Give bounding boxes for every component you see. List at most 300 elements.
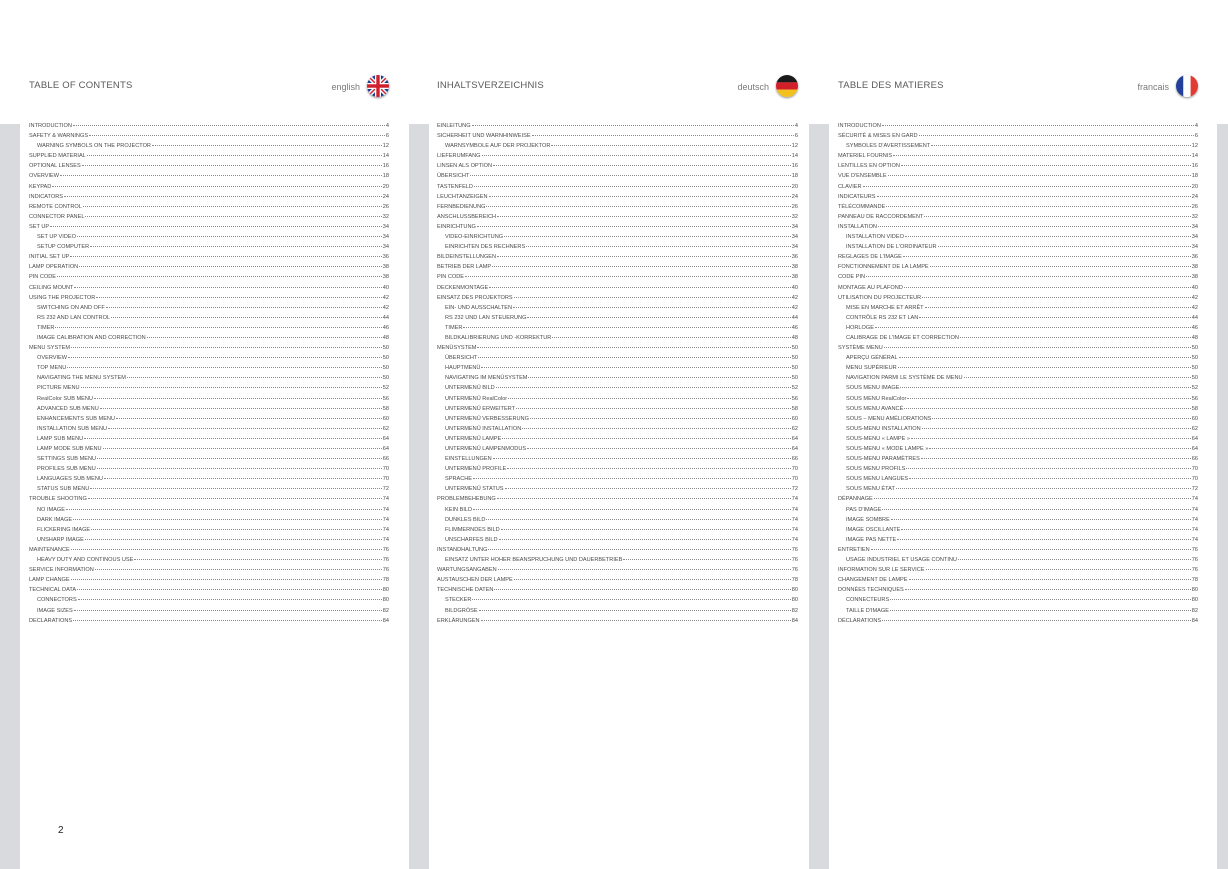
toc-entry-title: RealColor SUB MENU bbox=[37, 395, 93, 402]
toc-entry bbox=[838, 343, 1198, 353]
toc-entry-title: CONTRÔLE RS 232 ET LAN bbox=[846, 314, 919, 321]
toc-entry-page: 50 bbox=[1191, 365, 1198, 372]
right-margin-band bbox=[1217, 124, 1228, 869]
dot-leader bbox=[522, 424, 791, 429]
toc-entry-page: 74 bbox=[1191, 536, 1198, 543]
dot-leader bbox=[906, 464, 1190, 469]
toc-entry-title: DECLARATIONS bbox=[29, 617, 73, 624]
dot-leader bbox=[77, 585, 382, 590]
dot-leader bbox=[96, 293, 381, 298]
toc-entry bbox=[29, 222, 389, 232]
toc-entry bbox=[29, 525, 389, 535]
toc-entry bbox=[437, 333, 798, 343]
toc-entry-page: 80 bbox=[382, 597, 389, 604]
toc-entry-page: 72 bbox=[791, 486, 798, 493]
toc-entry-page: 56 bbox=[382, 395, 389, 402]
toc-entry bbox=[29, 303, 389, 313]
toc-entry bbox=[437, 161, 798, 171]
dot-leader bbox=[477, 343, 790, 348]
toc-entry bbox=[437, 343, 798, 353]
toc-entry-title: OVERVIEW bbox=[29, 173, 60, 180]
toc-entry-page: 76 bbox=[1191, 557, 1198, 564]
toc-entry-page: 64 bbox=[382, 435, 389, 442]
toc-entry-title: CONNECTOR PANEL bbox=[29, 213, 85, 220]
toc-entry bbox=[838, 505, 1198, 515]
dot-leader bbox=[85, 212, 381, 217]
toc-entry-page: 18 bbox=[1191, 173, 1198, 180]
dot-leader bbox=[493, 454, 791, 459]
toc-entry-page: 72 bbox=[1191, 486, 1198, 493]
dot-leader bbox=[909, 474, 1191, 479]
toc-entry-page: 64 bbox=[1191, 435, 1198, 442]
dot-leader bbox=[50, 222, 382, 227]
dot-leader bbox=[498, 565, 791, 570]
toc-entry-page: 50 bbox=[382, 345, 389, 352]
dot-leader bbox=[508, 394, 791, 399]
toc-entry-title: PANNEAU DE RACCORDEMENT bbox=[838, 213, 924, 220]
toc-entry-title: FONCTIONNEMENT DE LA LAMPE bbox=[838, 264, 929, 271]
toc-entry-title: REMOTE CONTROL bbox=[29, 203, 82, 210]
toc-entry-title: CEILING MOUNT bbox=[29, 284, 74, 291]
toc-entry-page: 74 bbox=[382, 496, 389, 503]
toc-entry-title: HORLOGE bbox=[846, 324, 874, 331]
toc-entry-page: 82 bbox=[382, 607, 389, 614]
toc-entry-title: UNTERMENÜ LAMPE bbox=[445, 435, 502, 442]
toc-entry-title: SOUS-MENU PARAMÈTRES bbox=[846, 456, 920, 463]
toc-entry bbox=[838, 192, 1198, 202]
toc-entry-page: 26 bbox=[382, 203, 389, 210]
toc-entry bbox=[437, 141, 798, 151]
dot-leader bbox=[478, 353, 790, 358]
toc-entry-page: 50 bbox=[382, 365, 389, 372]
dot-leader bbox=[499, 535, 791, 540]
toc-entry bbox=[838, 161, 1198, 171]
dot-leader bbox=[103, 444, 382, 449]
toc-entry-page: 16 bbox=[1191, 163, 1198, 170]
dot-leader bbox=[64, 192, 382, 197]
toc-entry-page: 52 bbox=[1191, 385, 1198, 392]
toc-entry-page: 58 bbox=[382, 405, 389, 412]
dot-leader bbox=[497, 212, 791, 217]
dot-leader bbox=[907, 394, 1190, 399]
column-title: INHALTSVERZEICHNIS bbox=[437, 80, 544, 91]
toc-entry-title: LAMP CHANGE bbox=[29, 577, 70, 584]
toc-entry-title: PIN CODE bbox=[29, 274, 57, 281]
toc-entry-title: CODE PIN bbox=[838, 274, 866, 281]
toc-entry-title: SET UP VIDEO bbox=[37, 234, 76, 241]
dot-leader bbox=[896, 484, 1191, 489]
toc-entry-title: INDICATEURS bbox=[838, 193, 876, 200]
toc-entry-title: MAINTENANCE bbox=[29, 546, 70, 553]
toc-entry-page: 46 bbox=[382, 324, 389, 331]
toc-entry-title: EINSTELLUNGEN bbox=[445, 456, 492, 463]
toc-entry-title: LIEFERUMFANG bbox=[437, 153, 481, 160]
toc-entry bbox=[437, 192, 798, 202]
dot-leader bbox=[78, 595, 382, 600]
toc-entry bbox=[838, 283, 1198, 293]
toc-entry bbox=[29, 505, 389, 515]
toc-entry-title: SOUS MENU AVANCÉ bbox=[846, 405, 904, 412]
toc-entry bbox=[437, 323, 798, 333]
dot-leader bbox=[551, 141, 790, 146]
toc-entry-page: 76 bbox=[791, 546, 798, 553]
toc-entry-title: IMAGE CALIBRATION AND CORRECTION bbox=[37, 334, 146, 341]
dot-leader bbox=[488, 545, 790, 550]
dot-leader bbox=[929, 444, 1190, 449]
toc-entry bbox=[437, 272, 798, 282]
toc-entry-page: 32 bbox=[1191, 213, 1198, 220]
toc-entry-title: SET UP bbox=[29, 223, 50, 230]
dot-leader bbox=[514, 575, 791, 580]
toc-entry-title: UNTERMENÜ BILD bbox=[445, 385, 495, 392]
dot-leader bbox=[893, 151, 1191, 156]
toc-entry-page: 64 bbox=[382, 446, 389, 452]
dot-leader bbox=[526, 242, 791, 247]
dot-leader bbox=[73, 121, 385, 126]
dot-leader bbox=[932, 414, 1190, 419]
toc-entry-title: SWITCHING ON AND OFF bbox=[37, 304, 105, 311]
dot-leader bbox=[497, 252, 791, 257]
toc-entry-title: UNTERMENÜ INSTALLATION bbox=[445, 425, 522, 432]
toc-entry-title: TOP MENU bbox=[37, 365, 67, 372]
toc-entry bbox=[29, 323, 389, 333]
dot-leader bbox=[919, 313, 1190, 318]
toc-entry-page: 84 bbox=[382, 617, 389, 624]
toc-entry-page: 42 bbox=[382, 304, 389, 311]
toc-entry bbox=[29, 394, 389, 404]
toc-entry bbox=[838, 151, 1198, 161]
toc-entry-page: 50 bbox=[1191, 355, 1198, 362]
toc-entry-title: KEIN BILD bbox=[445, 506, 473, 513]
dot-leader bbox=[465, 272, 791, 277]
column-header bbox=[437, 74, 798, 100]
language-label: francais bbox=[1137, 82, 1169, 92]
toc-entry-page: 62 bbox=[1191, 425, 1198, 432]
dot-leader bbox=[926, 565, 1191, 570]
toc-entry bbox=[29, 182, 389, 192]
dot-leader bbox=[481, 616, 791, 621]
toc-entry-title: AUSTAUSCHEN DER LAMPE bbox=[437, 577, 513, 584]
toc-entry-title: SOUS MENU ÉTAT bbox=[846, 486, 895, 493]
dot-leader bbox=[68, 353, 382, 358]
toc-entry-page: 34 bbox=[1191, 234, 1198, 241]
toc-entry-title: INITIAL SET UP bbox=[29, 254, 70, 261]
toc-entry-title: SPRACHE bbox=[445, 476, 473, 483]
toc-entry-title: CALIBRAGE DE L'IMAGE ET CORRECTION bbox=[846, 334, 959, 341]
toc-entry bbox=[437, 202, 798, 212]
dot-leader bbox=[73, 616, 382, 621]
toc-entry-page: 34 bbox=[791, 234, 798, 241]
toc-entry-page: 74 bbox=[1191, 526, 1198, 533]
toc-entry bbox=[437, 283, 798, 293]
toc-entry bbox=[838, 565, 1198, 575]
toc-entry-title: SOUS-MENU INSTALLATION bbox=[846, 425, 921, 432]
toc-entry bbox=[838, 363, 1198, 373]
toc-entry bbox=[838, 555, 1198, 565]
toc-entry-page: 42 bbox=[1191, 304, 1198, 311]
dot-leader bbox=[83, 202, 382, 207]
toc-entry bbox=[437, 404, 798, 414]
toc-entry-page: 4 bbox=[1194, 123, 1198, 129]
dot-leader bbox=[71, 545, 382, 550]
toc-entry bbox=[838, 323, 1198, 333]
toc-entry-page: 74 bbox=[1191, 506, 1198, 513]
toc-entry-title: OVERVIEW bbox=[37, 355, 68, 362]
toc-entry bbox=[838, 494, 1198, 504]
toc-entry-title: HAUPTMENÜ bbox=[445, 365, 481, 372]
toc-entry-page: 70 bbox=[1191, 476, 1198, 483]
toc-entry-page: 64 bbox=[791, 435, 798, 442]
toc-entry-title: ÜBERSICHT bbox=[437, 173, 470, 180]
toc-entry-title: FLICKERING IMAGE bbox=[37, 526, 91, 533]
toc-entry bbox=[437, 535, 798, 545]
toc-entry bbox=[29, 283, 389, 293]
toc-entry bbox=[838, 171, 1198, 181]
toc-entry-title: WARNING SYMBOLS ON THE PROJECTOR bbox=[37, 143, 151, 150]
toc-entry-page: 18 bbox=[791, 173, 798, 180]
toc-entry-page: 74 bbox=[382, 526, 389, 533]
dot-leader bbox=[473, 474, 791, 479]
toc-entry bbox=[838, 434, 1198, 444]
dot-leader bbox=[905, 232, 1191, 237]
toc-entry bbox=[29, 535, 389, 545]
dot-leader bbox=[909, 575, 1191, 580]
dot-leader bbox=[66, 505, 382, 510]
toc-entry bbox=[29, 343, 389, 353]
toc-entry-title: WARNSYMBOLE AUF DER PROJEKTOR bbox=[445, 143, 551, 150]
toc-entry bbox=[838, 222, 1198, 232]
toc-column-french bbox=[838, 0, 1198, 869]
dot-leader bbox=[89, 131, 385, 136]
toc-entry-page: 70 bbox=[1191, 466, 1198, 473]
toc-entry-title: NO IMAGE bbox=[37, 506, 65, 513]
toc-entry bbox=[437, 464, 798, 474]
toc-entry-page: 84 bbox=[791, 617, 798, 624]
toc-entry-title: LEUCHTANZEIGEN bbox=[437, 193, 488, 200]
toc-entry-title: MONTAGE AU PLAFOND bbox=[838, 284, 903, 291]
toc-entry-page: 4 bbox=[385, 123, 389, 129]
toc-entry bbox=[29, 434, 389, 444]
dot-leader bbox=[97, 454, 382, 459]
toc-entry-page: 82 bbox=[791, 607, 798, 614]
toc-entry-title: VIDEO-EINRICHTUNG bbox=[445, 234, 504, 241]
dot-leader bbox=[87, 151, 382, 156]
toc-entry-title: UNSCHARFES BILD bbox=[445, 536, 498, 543]
toc-entry-page: 78 bbox=[791, 577, 798, 584]
toc-entry-page: 72 bbox=[382, 486, 389, 493]
dot-leader bbox=[904, 404, 1190, 409]
toc-entry-page: 38 bbox=[791, 264, 798, 271]
dot-leader bbox=[871, 545, 1191, 550]
toc-entry bbox=[437, 494, 798, 504]
toc-entry-page: 20 bbox=[382, 183, 389, 190]
toc-entry-title: DECKENMONTAGE bbox=[437, 284, 489, 291]
dot-leader bbox=[514, 293, 791, 298]
toc-entry-title: EIN- UND AUSSCHALTEN bbox=[445, 304, 513, 311]
dot-leader bbox=[898, 363, 1191, 368]
toc-entry-title: LAMP MODE SUB MENU bbox=[37, 446, 102, 452]
toc-entry bbox=[437, 414, 798, 424]
toc-entry bbox=[838, 575, 1198, 585]
toc-entry bbox=[838, 404, 1198, 414]
dot-leader bbox=[57, 272, 382, 277]
toc-entry-page: 58 bbox=[1191, 405, 1198, 412]
toc-entry-page: 34 bbox=[382, 223, 389, 230]
dot-leader bbox=[55, 323, 381, 328]
toc-entry bbox=[838, 616, 1198, 626]
toc-entry bbox=[838, 303, 1198, 313]
toc-entry-title: LAMP OPERATION bbox=[29, 264, 79, 271]
toc-entry-page: 40 bbox=[382, 284, 389, 291]
toc-entry bbox=[437, 515, 798, 525]
toc-entry bbox=[838, 525, 1198, 535]
toc-entry-page: 80 bbox=[382, 587, 389, 594]
toc-entry-page: 24 bbox=[791, 193, 798, 200]
toc-entry-page: 60 bbox=[791, 415, 798, 422]
dot-leader bbox=[900, 383, 1190, 388]
dot-leader bbox=[904, 283, 1191, 288]
dot-leader bbox=[922, 293, 1191, 298]
dot-leader bbox=[88, 494, 382, 499]
toc-entry-title: LAMP SUB MENU bbox=[37, 435, 84, 442]
toc-entry-title: VUE D'ENSEMBLE bbox=[838, 173, 887, 180]
dot-leader bbox=[108, 424, 382, 429]
toc-entry-page: 76 bbox=[382, 567, 389, 574]
toc-entry bbox=[29, 171, 389, 181]
dot-leader bbox=[111, 313, 382, 318]
toc-entry-title: SETUP COMPUTER bbox=[37, 244, 90, 251]
toc-entry bbox=[838, 272, 1198, 282]
toc-entry-title: OPTIONAL LENSES bbox=[29, 163, 81, 170]
toc-entry bbox=[29, 414, 389, 424]
dot-leader bbox=[924, 212, 1190, 217]
dot-leader bbox=[528, 373, 790, 378]
toc-entry-title: INSTALLATION SUB MENU bbox=[37, 425, 108, 432]
toc-entry-page: 18 bbox=[382, 173, 389, 180]
column-header bbox=[838, 74, 1198, 100]
toc-entry-title: CONNECTORS bbox=[37, 597, 77, 604]
toc-entry-page: 76 bbox=[791, 567, 798, 574]
toc-entry-title: SICHERHEIT UND WARNHINWEISE bbox=[437, 133, 531, 140]
toc-entry bbox=[437, 363, 798, 373]
toc-entry bbox=[437, 545, 798, 555]
dot-leader bbox=[964, 373, 1191, 378]
toc-entry bbox=[838, 141, 1198, 151]
toc-entry-title: INTRODUCTION bbox=[838, 123, 881, 129]
toc-entry bbox=[437, 242, 798, 252]
toc-entry-page: 38 bbox=[791, 274, 798, 281]
dot-leader bbox=[481, 363, 790, 368]
toc-entry-page: 14 bbox=[1191, 153, 1198, 160]
toc-entry-page: 78 bbox=[1191, 577, 1198, 584]
toc-entry-title: INSTALLATION bbox=[838, 223, 877, 230]
toc-entry-page: 6 bbox=[794, 133, 798, 140]
dot-leader bbox=[71, 343, 382, 348]
toc-entry-title: STECKER bbox=[445, 597, 472, 604]
dot-leader bbox=[938, 242, 1191, 247]
toc-entry bbox=[437, 474, 798, 484]
toc-entry bbox=[437, 293, 798, 303]
toc-entry-page: 50 bbox=[791, 365, 798, 372]
dot-leader bbox=[85, 535, 382, 540]
toc-entry bbox=[29, 151, 389, 161]
dot-leader bbox=[882, 616, 1191, 621]
toc-entry-title: WARTUNGSANGABEN bbox=[437, 567, 497, 574]
toc-entry-title: BILDKALIBRIERUNG UND -KORREKTUR bbox=[445, 334, 552, 341]
dot-leader bbox=[60, 171, 382, 176]
toc-entry-title: KEYPAD bbox=[29, 183, 52, 190]
column-header bbox=[29, 74, 389, 100]
toc-entry-title: SETTINGS SUB MENU bbox=[37, 456, 97, 463]
toc-entry-page: 34 bbox=[1191, 223, 1198, 230]
toc-entry-page: 66 bbox=[382, 456, 389, 463]
toc-entry bbox=[437, 171, 798, 181]
toc-entry bbox=[838, 252, 1198, 262]
toc-entry-page: 60 bbox=[1191, 415, 1198, 422]
dot-leader bbox=[134, 555, 381, 560]
toc-entry-page: 26 bbox=[1191, 203, 1198, 210]
toc-entry-title: TECHNISCHE DATEN bbox=[437, 587, 494, 594]
dot-leader bbox=[77, 232, 382, 237]
toc-entry bbox=[437, 595, 798, 605]
toc-entry-title: RS 232 AND LAN CONTROL bbox=[37, 314, 111, 321]
toc-entry bbox=[838, 606, 1198, 616]
dot-leader bbox=[472, 121, 794, 126]
toc-entry-page: 50 bbox=[382, 355, 389, 362]
toc-entry bbox=[437, 212, 798, 222]
toc-entry-page: 74 bbox=[791, 506, 798, 513]
dot-leader bbox=[931, 141, 1191, 146]
toc-entry bbox=[838, 585, 1198, 595]
toc-entry-title: REGLAGES DE L'IMAGE bbox=[838, 254, 902, 261]
toc-entry-page: 36 bbox=[1191, 254, 1198, 261]
toc-entry-page: 70 bbox=[382, 466, 389, 473]
toc-entry-title: PAS D'IMAGE bbox=[846, 506, 882, 513]
toc-entry-title: IMAGE PAS NETTE bbox=[846, 536, 897, 543]
toc-entry-title: ENTRETIEN bbox=[838, 546, 870, 553]
toc-entry bbox=[838, 262, 1198, 272]
toc-entry bbox=[29, 484, 389, 494]
toc-entry-title: BETRIEB DER LAMP bbox=[437, 264, 492, 271]
dot-leader bbox=[505, 484, 791, 489]
toc-entry-page: 38 bbox=[1191, 264, 1198, 271]
dot-leader bbox=[930, 262, 1191, 267]
toc-entry bbox=[29, 464, 389, 474]
toc-entry bbox=[29, 161, 389, 171]
toc-entry bbox=[838, 394, 1198, 404]
toc-entry-page: 44 bbox=[791, 314, 798, 321]
toc-entry-page: 64 bbox=[1191, 446, 1198, 452]
dot-leader bbox=[532, 131, 794, 136]
column-title: TABLE DES MATIERES bbox=[838, 80, 944, 91]
toc-entry-title: TROUBLE SHOOTING bbox=[29, 496, 87, 503]
dot-leader bbox=[494, 585, 790, 590]
dot-leader bbox=[874, 494, 1191, 499]
toc-entry-page: 50 bbox=[791, 355, 798, 362]
dot-leader bbox=[890, 595, 1191, 600]
toc-entry-title: CHANGEMENT DE LAMPE bbox=[838, 577, 908, 584]
toc-entry bbox=[29, 212, 389, 222]
toc-entry-title: LENTILLES EN OPTION bbox=[838, 163, 900, 170]
toc-list bbox=[838, 121, 1198, 626]
toc-entry bbox=[437, 454, 798, 464]
toc-entry bbox=[437, 121, 798, 131]
dot-leader bbox=[472, 595, 790, 600]
toc-entry bbox=[29, 454, 389, 464]
toc-entry bbox=[838, 373, 1198, 383]
toc-entry-title: UTILISATION DU PROJECTEUR bbox=[838, 294, 922, 301]
toc-entry-title: SUPPLIED MATERIAL bbox=[29, 153, 86, 160]
